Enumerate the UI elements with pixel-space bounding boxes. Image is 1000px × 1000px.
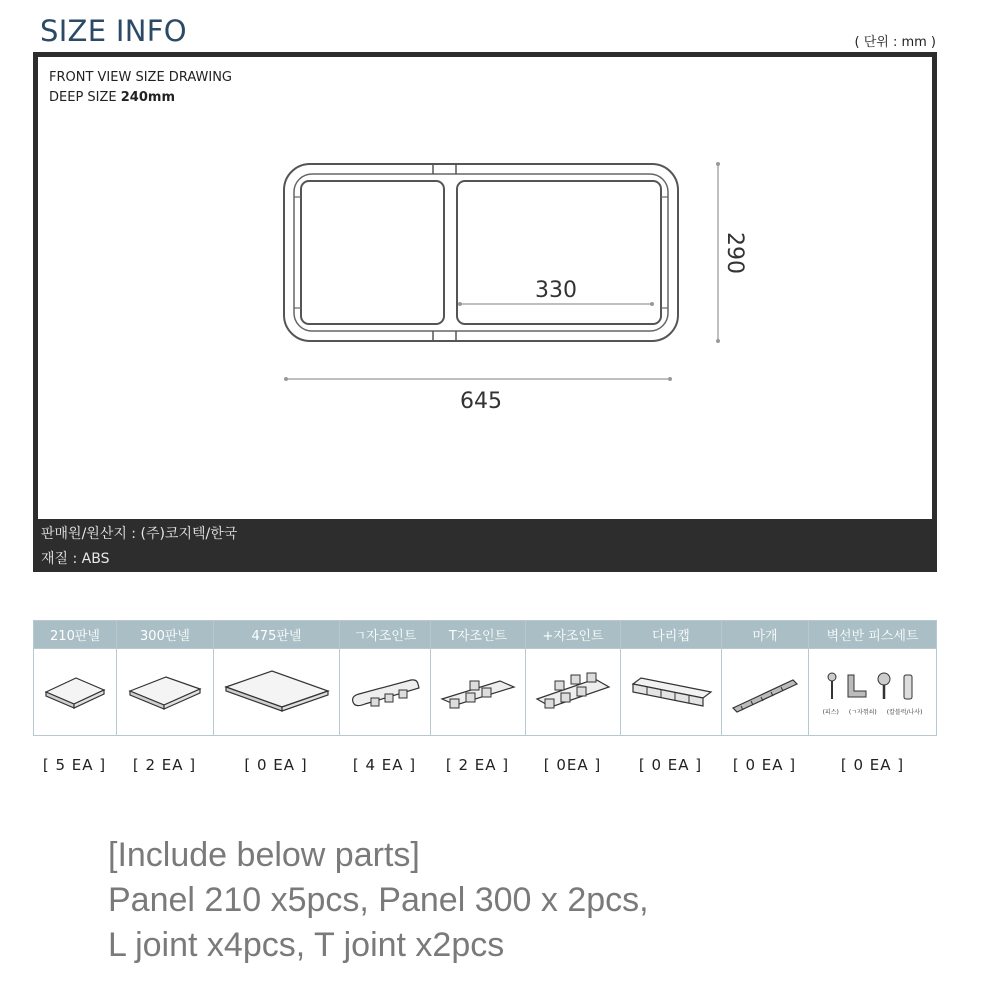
dim-width-end-left	[284, 377, 288, 381]
l-joint-icon	[345, 670, 425, 714]
part-col-panel-475	[214, 621, 340, 735]
part-count: [ 5 EA ]	[42, 756, 107, 774]
part-count: [ 2 EA ]	[445, 756, 510, 774]
part-header: 475판넬	[214, 621, 339, 649]
front-view-drawing	[38, 57, 932, 519]
dim-inner-end-right	[650, 302, 654, 306]
panel-475-icon	[222, 667, 332, 717]
material-text: 재질 : ABS	[41, 551, 110, 567]
part-col-cross-joint	[526, 621, 621, 735]
shelf-outline-svg	[38, 57, 932, 519]
origin-text: 판매원/원산지 : (주)코지텍/한국	[41, 526, 238, 542]
include-line-1: [Include below parts]	[108, 836, 420, 874]
part-col-panel-300	[117, 621, 214, 735]
part-header: 210판넬	[34, 621, 116, 649]
part-header: T자조인트	[431, 621, 525, 649]
screw-set-icon	[818, 669, 928, 705]
screw-caption: (피스)	[822, 708, 839, 716]
cross-joint-icon	[531, 667, 615, 717]
t-joint-icon	[436, 669, 520, 715]
size-drawing-frame	[33, 52, 937, 572]
part-count: [ 2 EA ]	[132, 756, 197, 774]
part-count: [ 0 EA ]	[840, 756, 905, 774]
anchor-caption: (칼블럭/나사)	[886, 708, 923, 716]
include-line-3: L joint x4pcs, T joint x2pcs	[108, 926, 505, 964]
unit-label: ( 단위 : mm )	[854, 35, 936, 50]
dim-inner-label: 330	[535, 278, 577, 303]
dim-height-end-bottom	[716, 339, 720, 343]
stopper-icon	[727, 668, 803, 716]
leg-cap-icon	[627, 672, 715, 712]
part-col-panel-210	[34, 621, 117, 735]
part-col-screw-set	[809, 621, 936, 735]
parts-table	[33, 620, 937, 736]
panel-300-icon	[124, 671, 206, 713]
drawing-label-line1: FRONT VIEW SIZE DRAWING	[49, 70, 232, 85]
part-header: 벽선반 피스세트	[809, 621, 936, 649]
include-line-2: Panel 210 x5pcs, Panel 300 x 2pcs,	[108, 881, 649, 919]
left-compartment	[301, 181, 444, 324]
part-header: 마개	[722, 621, 808, 649]
dim-width-label: 645	[460, 389, 502, 414]
part-col-leg-cap	[621, 621, 722, 735]
part-header: ㄱ자조인트	[340, 621, 430, 649]
part-header: 300판넬	[117, 621, 213, 649]
part-col-t-joint	[431, 621, 526, 735]
part-header: +자조인트	[526, 621, 620, 649]
part-col-l-joint	[340, 621, 431, 735]
deep-size-prefix: DEEP SIZE	[49, 90, 117, 105]
bracket-caption: (ㄱ자꺾쇠)	[848, 708, 877, 716]
part-header: 다리캡	[621, 621, 721, 649]
dim-width-end-right	[668, 377, 672, 381]
part-count: [ 0 EA ]	[244, 756, 308, 774]
part-count: [ 0 EA ]	[638, 756, 703, 774]
deep-size-value: 240mm	[120, 90, 175, 105]
part-col-stopper	[722, 621, 809, 735]
part-count: [ 0EA ]	[543, 756, 602, 774]
part-count: [ 0 EA ]	[732, 756, 797, 774]
page-title: SIZE INFO	[40, 14, 187, 48]
included-parts-note	[108, 833, 649, 968]
part-count: [ 4 EA ]	[352, 756, 417, 774]
dim-height-label: 290	[722, 232, 747, 274]
panel-210-icon	[40, 672, 110, 712]
dim-inner-end-left	[458, 302, 462, 306]
dim-height-end-top	[716, 162, 720, 166]
part-counts-row	[33, 756, 937, 774]
